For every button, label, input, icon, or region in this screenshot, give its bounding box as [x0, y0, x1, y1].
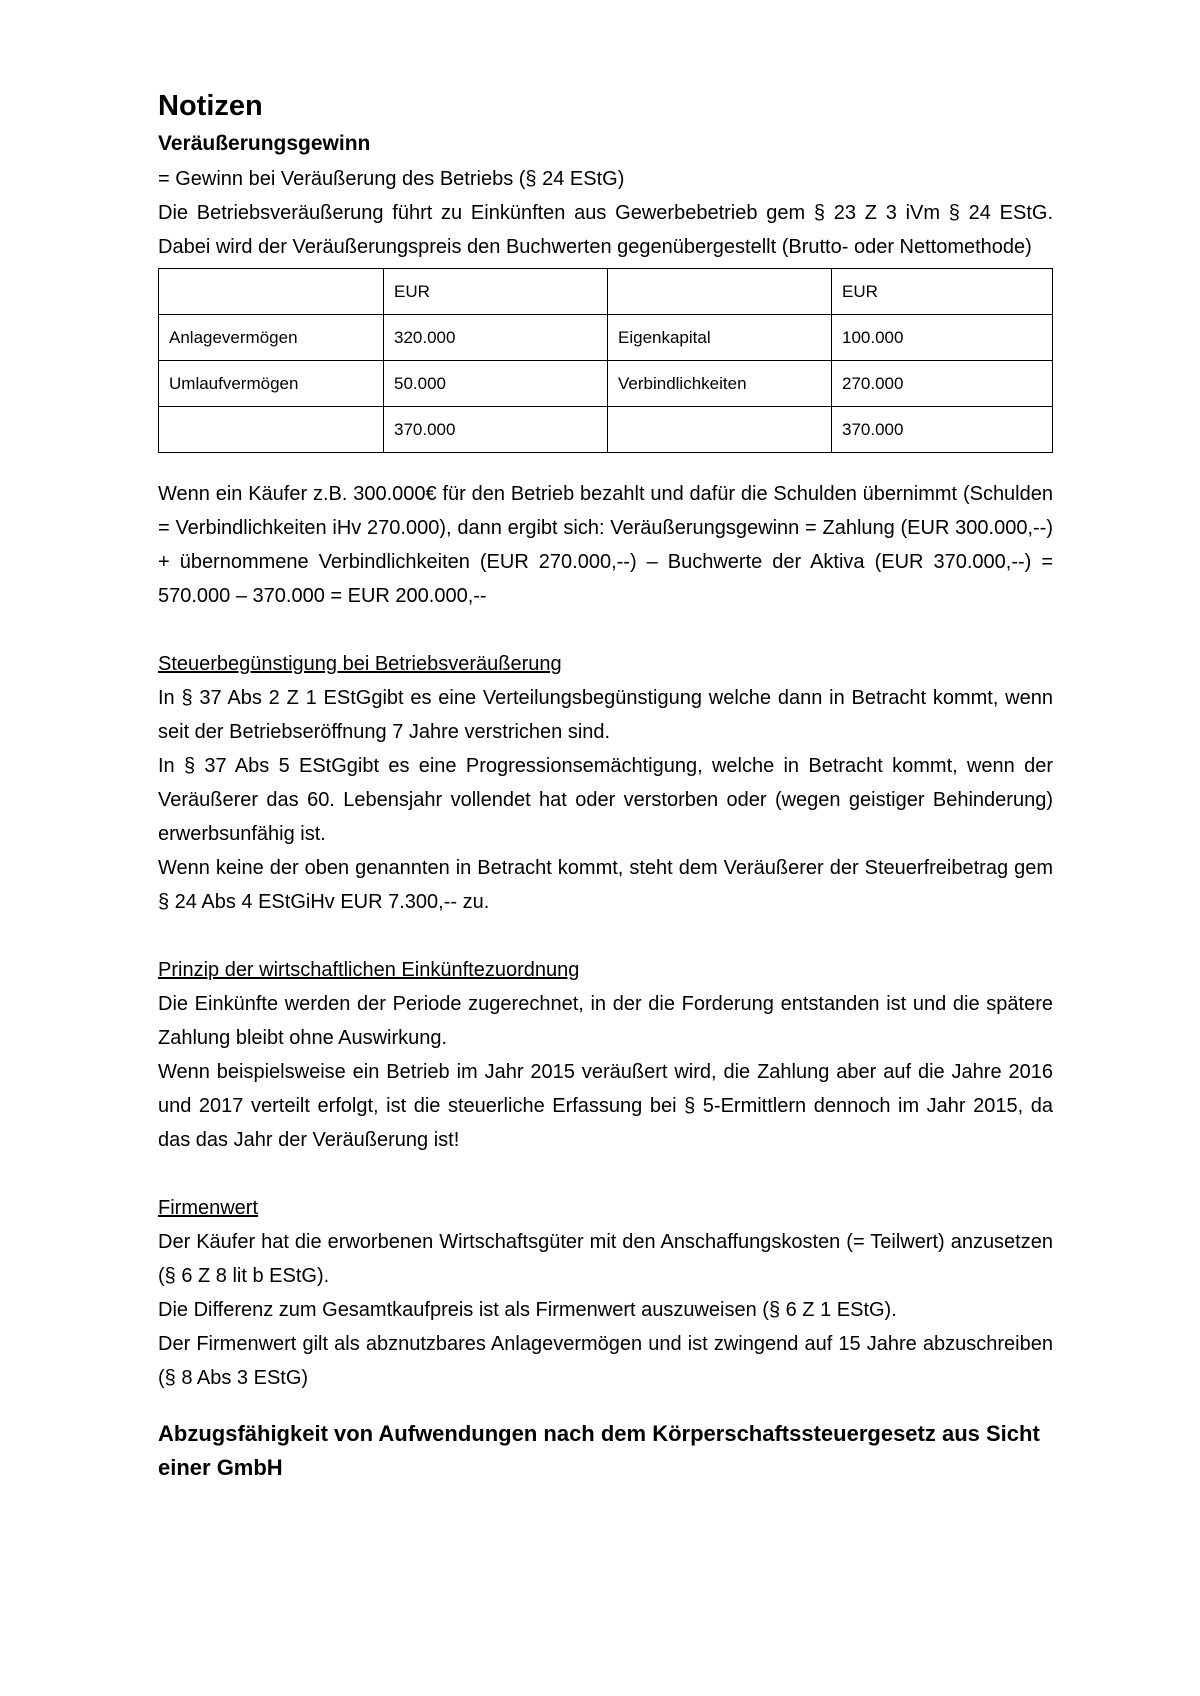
page-title: Notizen	[158, 90, 263, 122]
table-cell: Verbindlichkeiten	[608, 361, 832, 407]
table-cell: 270.000	[832, 361, 1053, 407]
table-row	[159, 315, 1053, 361]
example-paragraph: Wenn ein Käufer z.B. 300.000€ für den Betrieb bezahlt und dafür die Schulden übernimmt (Schulden = Verbindlichkeiten iHv 270.000), dann ergibt sich: Veräußerungsgewinn = Zahlung (EUR 300.000,--) + übernommene Verbindlichkeiten (EUR 270.000,--) – Buchwerte der Aktiva (EUR 370.000,--) = 570.000 – 370.000 = EUR 200.000,--	[158, 483, 1053, 607]
table-cell: 100.000	[832, 315, 1053, 361]
document-content	[158, 86, 1053, 1485]
table-cell: Umlaufvermögen	[159, 361, 384, 407]
definition-line: = Gewinn bei Veräußerung des Betriebs (§ 24 EStG)	[158, 168, 625, 190]
table-header-cell: EUR	[384, 269, 608, 315]
table-cell: Anlagevermögen	[159, 315, 384, 361]
paragraph: Der Käufer hat die erworbenen Wirtschaftsgüter mit den Anschaffungskosten (= Teilwert) anzusetzen (§ 6 Z 8 lit b EStG).	[158, 1231, 1053, 1287]
table-cell: Eigenkapital	[608, 315, 832, 361]
table-row	[159, 361, 1053, 407]
section-heading-veraeusserungsgewinn: Veräußerungsgewinn	[158, 132, 371, 155]
paragraph: Wenn beispielsweise ein Betrieb im Jahr 2015 veräußert wird, die Zahlung aber auf die Jahre 2016 und 2017 verteilt erfolgt, ist die steuerliche Erfassung bei § 5-Ermittlern dennoch im Jahr 2015, da das das Jahr der Veräußerung ist!	[158, 1061, 1053, 1151]
table-cell	[608, 407, 832, 453]
paragraph: Der Firmenwert gilt als abznutzbares Anlagevermögen und ist zwingend auf 15 Jahre abzuschreiben (§ 8 Abs 3 EStG)	[158, 1333, 1053, 1389]
table-total-row	[159, 407, 1053, 453]
section-heading-firmenwert: Firmenwert	[158, 1197, 259, 1219]
table-cell: 50.000	[384, 361, 608, 407]
table-header-cell	[608, 269, 832, 315]
table-cell	[159, 407, 384, 453]
paragraph: Die Differenz zum Gesamtkaufpreis ist als Firmenwert auszuweisen (§ 6 Z 1 EStG).	[158, 1299, 897, 1321]
table-cell: 320.000	[384, 315, 608, 361]
table-header-cell: EUR	[832, 269, 1053, 315]
section-heading-einkuenftezuordnung: Prinzip der wirtschaftlichen Einkünftezuordnung	[158, 959, 580, 981]
final-heading: Abzugsfähigkeit von Aufwendungen nach dem Körperschaftssteuergesetz aus Sicht einer GmbH	[158, 1421, 1040, 1480]
paragraph: Die Einkünfte werden der Periode zugerechnet, in der die Forderung entstanden ist und die spätere Zahlung bleibt ohne Auswirkung.	[158, 993, 1053, 1049]
table-header-cell	[159, 269, 384, 315]
paragraph: In § 37 Abs 2 Z 1 EStGgibt es eine Verteilungsbegünstigung welche dann in Betracht kommt, wenn seit der Betriebseröffnung 7 Jahre verstrichen sind.	[158, 687, 1053, 743]
table-cell: 370.000	[832, 407, 1053, 453]
section-heading-steuerbeguenstigung: Steuerbegünstigung bei Betriebsveräußerung	[158, 653, 562, 675]
balance-table	[158, 268, 1053, 453]
paragraph: In § 37 Abs 5 EStGgibt es eine Progressionsemächtigung, welche in Betracht kommt, wenn der Veräußerer das 60. Lebensjahr vollendet hat oder verstorben oder (wegen geistiger Behinderung) erwerbsunfähig ist.	[158, 755, 1053, 845]
paragraph: Wenn keine der oben genannten in Betracht kommt, steht dem Veräußerer der Steuerfreibetrag gem § 24 Abs 4 EStGiHv EUR 7.300,-- zu.	[158, 857, 1053, 913]
table-header-row	[159, 269, 1053, 315]
table-cell: 370.000	[384, 407, 608, 453]
intro-paragraph: Die Betriebsveräußerung führt zu Einkünften aus Gewerbebetrieb gem § 23 Z 3 iVm § 24 EStG. Dabei wird der Veräußerungspreis den Buchwerten gegenübergestellt (Brutto- oder Nettomethode)	[158, 202, 1053, 258]
